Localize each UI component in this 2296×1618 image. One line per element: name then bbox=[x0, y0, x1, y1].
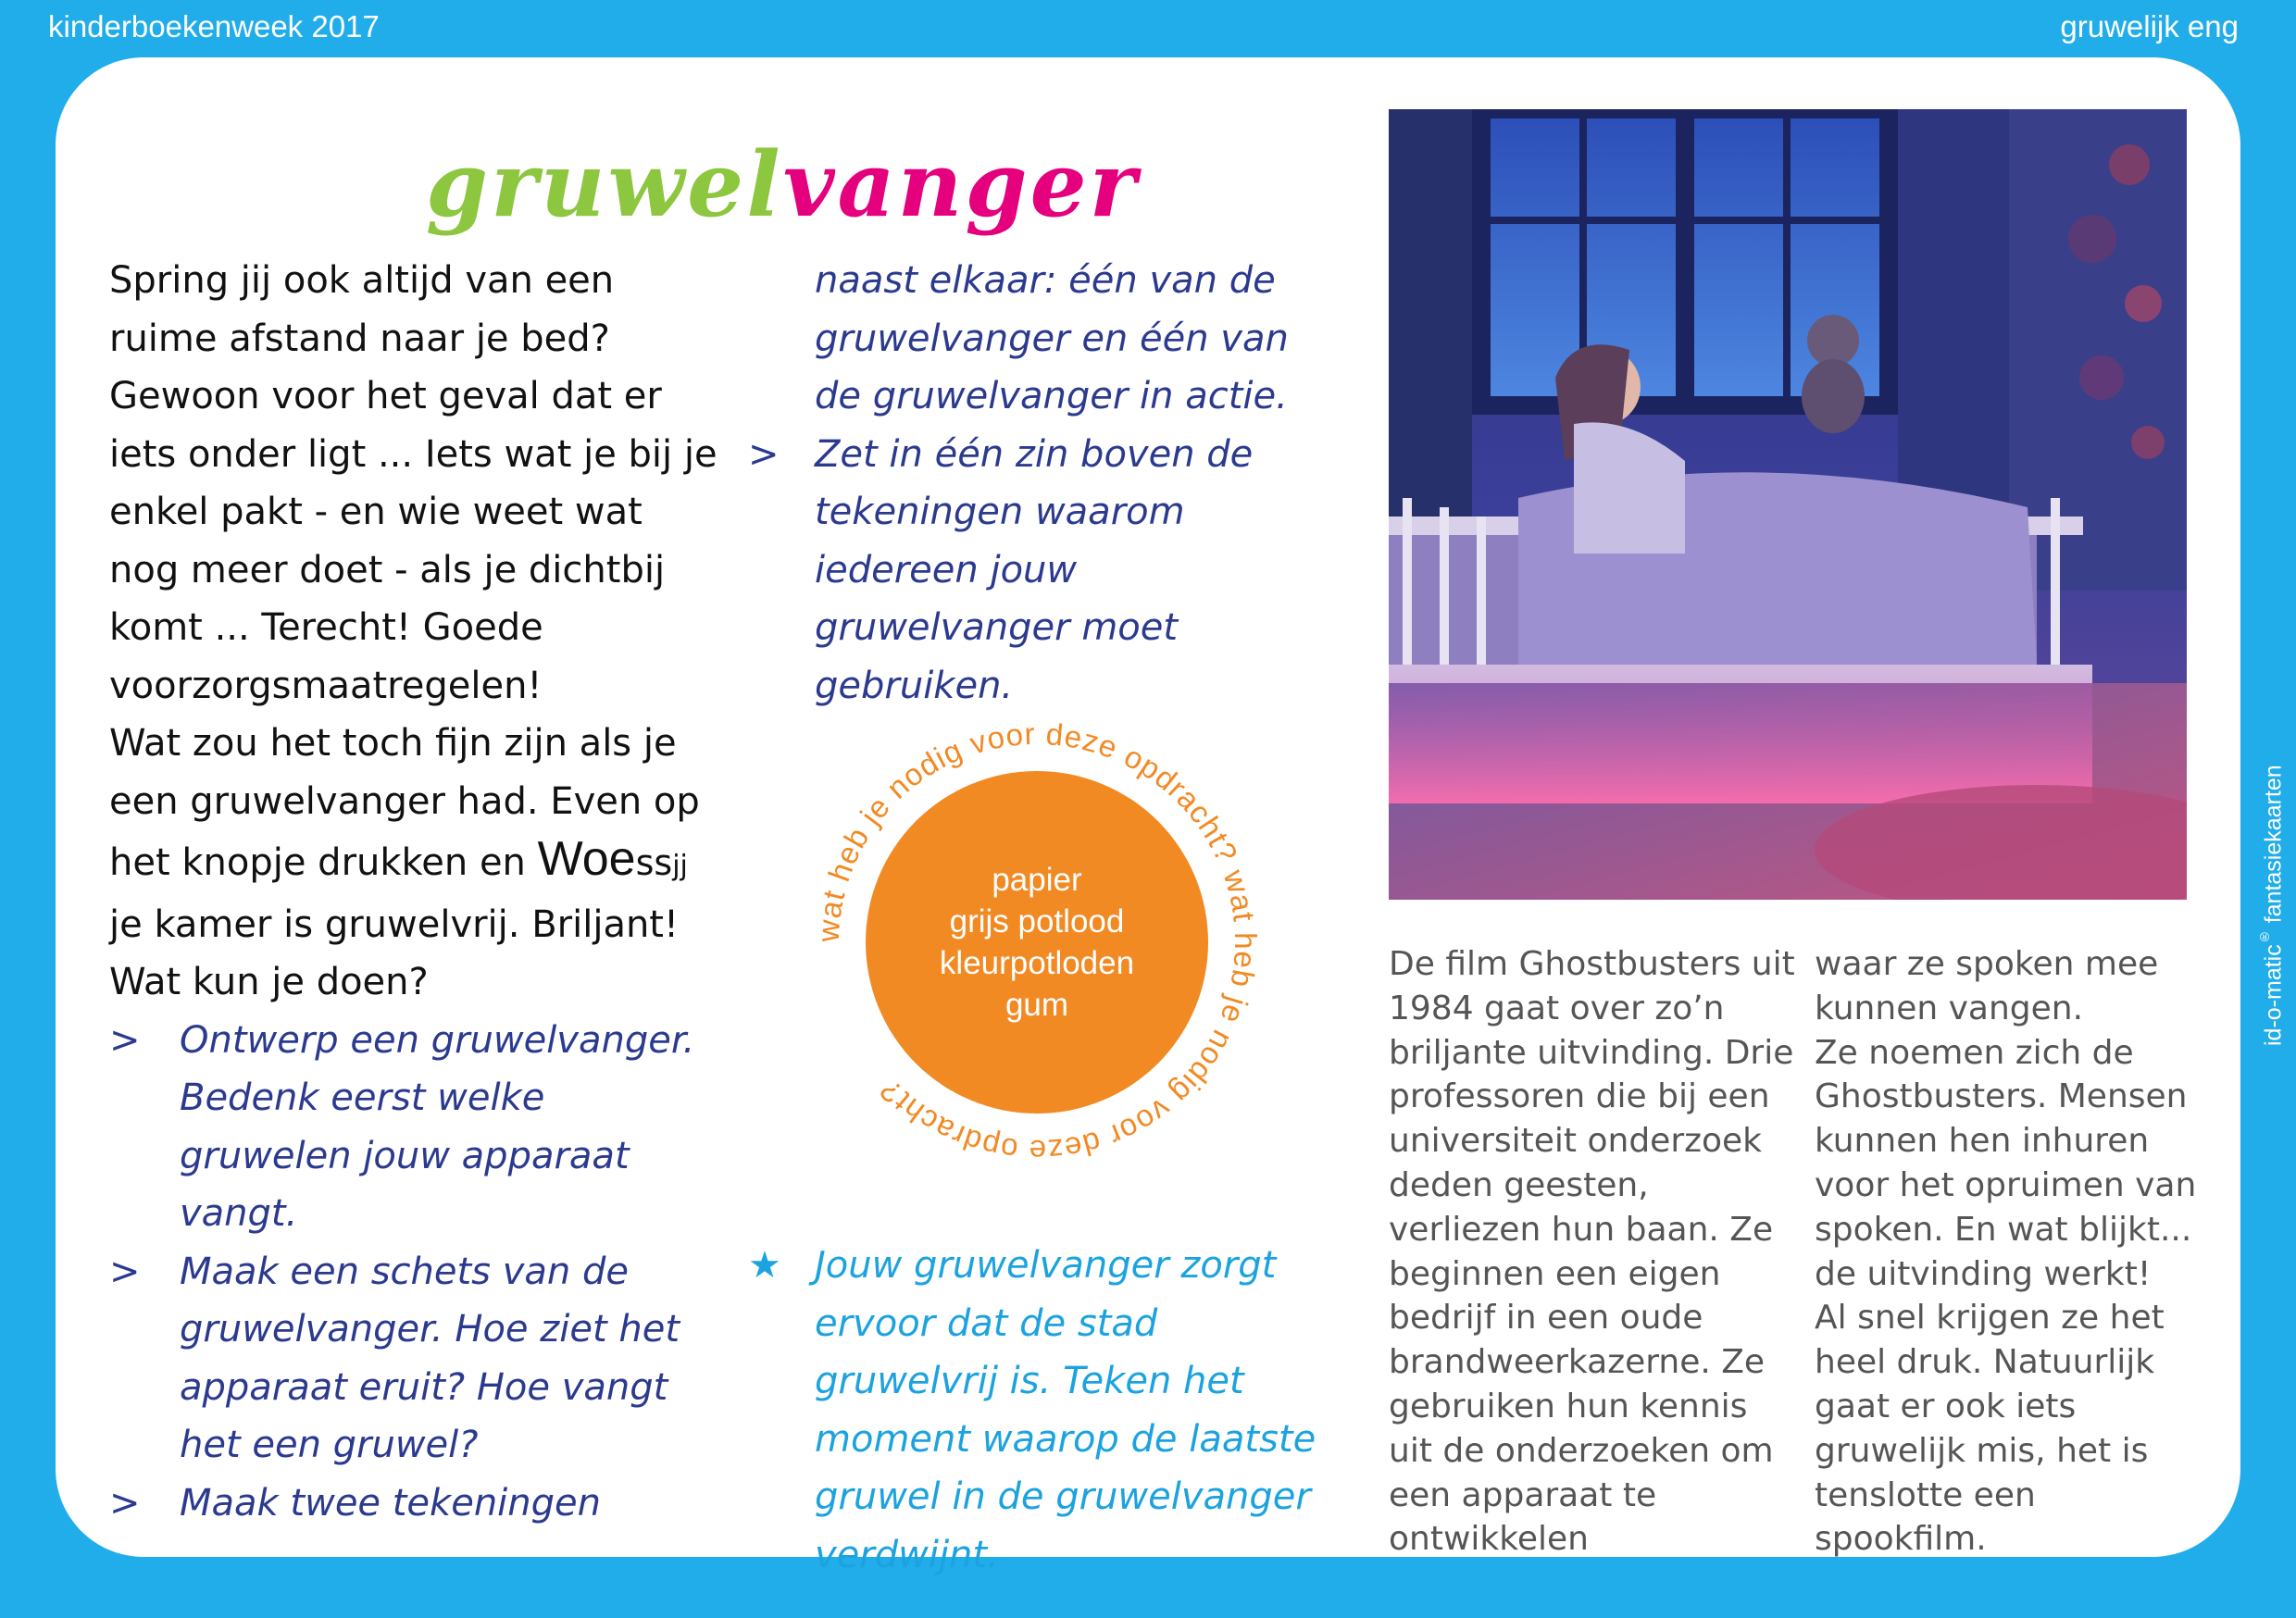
supply-item: gum bbox=[1004, 987, 1069, 1023]
title-part-green: gruwel bbox=[426, 132, 783, 237]
supply-item: papier bbox=[992, 862, 1082, 898]
star-icon: ★ bbox=[748, 1244, 781, 1287]
task-text: naast elkaar: één van de gruwelvanger en één van de gruwelvanger in actie. bbox=[815, 259, 1289, 417]
page-title bbox=[426, 111, 1140, 259]
side-credit bbox=[2257, 639, 2294, 1046]
middle-column bbox=[748, 252, 1322, 715]
teddy-bear-icon bbox=[1807, 315, 1859, 367]
bedroom-photo bbox=[1389, 109, 2187, 900]
intro-text-before: Wat zou het toch fijn zijn als je een gruwelvanger had. Even op het knopje drukken en bbox=[109, 722, 700, 884]
woes-word-1: Woe bbox=[537, 832, 636, 886]
bonus-block bbox=[748, 1237, 1322, 1584]
header-left-text: kinderboekenweek 2017 bbox=[48, 9, 380, 44]
task-text: Zet in één zin boven de tekeningen waarom iedereen jouw gruwelvanger moet gebruiken. bbox=[815, 432, 1254, 707]
ring-textpath: wat heb je nodig voor deze opdracht? wat heb je nodig voor deze opdracht? bbox=[810, 716, 1264, 1169]
task-text: Ontwerp een gruwelvanger. Bedenk eerst welke gruwelen jouw apparaat vangt. bbox=[180, 1018, 695, 1235]
header-right-text: gruwelijk eng bbox=[2060, 9, 2239, 44]
story-column-1 bbox=[1389, 942, 1796, 1562]
story-paragraph: waar ze spoken mee kunnen vangen. bbox=[1815, 945, 2159, 1027]
chevron-marker: > bbox=[748, 432, 780, 476]
story-paragraph: De film Ghostbusters uit 1984 gaat over zo’n briljante uitvinding. Drie professoren die bij een universiteit onderzoek deden geesten, verliezen hun baan. Ze beginnen een eigen bedrijf in een oude brandweerkazerne. Ze gebruiken hun kennis uit de onderzoeken om een apparaat te ontwikkelen bbox=[1389, 945, 1795, 1559]
question-text: Wat kun je doen? bbox=[109, 961, 429, 1003]
chevron-marker: > bbox=[109, 1250, 141, 1293]
task-item bbox=[109, 1475, 720, 1533]
task-text: Maak twee tekeningen bbox=[180, 1481, 601, 1525]
story-paragraph: Ze noemen zich de Ghostbusters. Mensen kunnen hen inhuren voor het opruimen van spoken. En wat blijkt... de uitvinding werkt! bbox=[1815, 1033, 2197, 1293]
registered-mark: ® bbox=[2257, 929, 2272, 945]
bonus-text: Jouw gruwelvanger zorgt ervoor dat de stad gruwelvrij is. Teken het moment waarop de laatste gruwel in de gruwelvanger verdwijnt. bbox=[815, 1244, 1316, 1576]
supplies-list bbox=[917, 859, 1157, 1026]
supply-item: kleurpotloden bbox=[939, 945, 1135, 981]
woes-word-2: ss bbox=[635, 842, 673, 883]
chevron-marker: > bbox=[109, 1481, 141, 1525]
story-column-2 bbox=[1815, 942, 2213, 1562]
credit-prefix: id-o-matic bbox=[2260, 944, 2287, 1046]
supply-item: grijs potlood bbox=[949, 903, 1125, 940]
bonus-item bbox=[748, 1237, 1322, 1584]
task-item-continued bbox=[748, 252, 1322, 426]
chevron-marker: > bbox=[109, 1018, 141, 1062]
task-item bbox=[109, 1012, 720, 1243]
supplies-badge bbox=[805, 711, 1268, 1174]
task-item bbox=[109, 1243, 720, 1475]
left-column bbox=[109, 252, 720, 1532]
task-text: Maak een schets van de gruwelvanger. Hoe ziet het apparaat eruit? Hoe vangt het een gruwel? bbox=[180, 1250, 680, 1466]
story-paragraph: Al snel krijgen ze het heel druk. Natuurlijk gaat er ook iets gruwelijk mis, het is tenslotte een spookfilm. bbox=[1815, 1299, 2165, 1559]
credit-suffix: fantasiekaarten bbox=[2260, 765, 2287, 930]
intro-paragraph-2 bbox=[109, 715, 720, 953]
intro-text-after: je kamer is gruwelvrij. Briljant! bbox=[109, 902, 680, 946]
woes-word-3: jj bbox=[672, 850, 688, 882]
bedroom-illustration bbox=[1389, 109, 2187, 900]
intro-paragraph: Spring jij ook altijd van een ruime afstand naar je bed? Gewoon voor het geval dat er iets onder ligt ... Iets wat je bij je enkel pakt - en wie weet wat nog meer doet - als je dichtbij komt ... Terecht! Goede voorzorgsmaatregelen! bbox=[109, 259, 718, 707]
title-part-pink: vanger bbox=[782, 132, 1140, 237]
task-item bbox=[748, 426, 1322, 716]
